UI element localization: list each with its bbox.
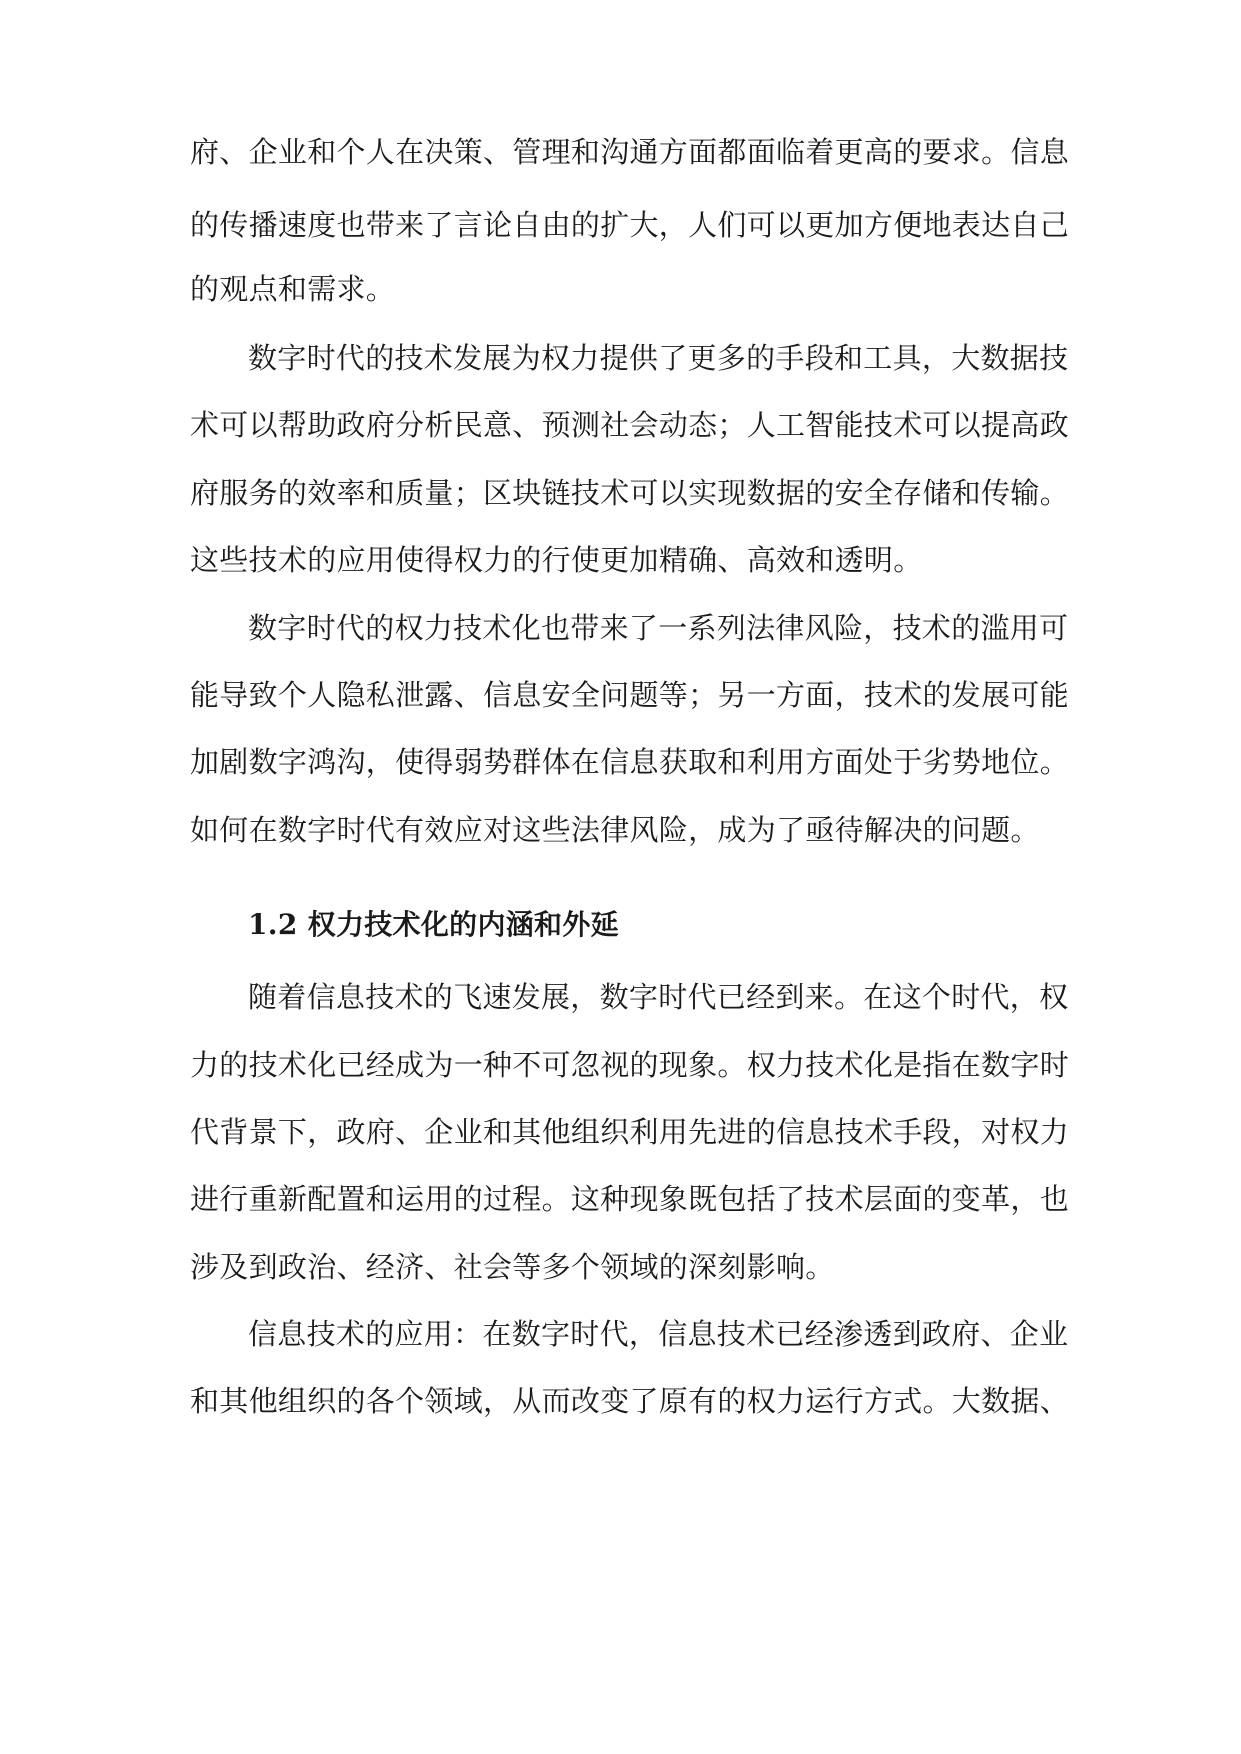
text-line: 能导致个人隐私泄露、信息安全问题等；另一方面，技术的发展可能 [190,678,1070,712]
text-line: 这些技术的应用使得权力的行使更加精确、高效和透明。 [190,543,923,577]
text-line: 府、企业和个人在决策、管理和沟通方面都面临着更高的要求。信息 [190,135,1070,169]
text-line: 的传播速度也带来了言论自由的扩大，人们可以更加方便地表达自己 [190,208,1070,242]
paragraph-first-line: 随着信息技术的飞速发展，数字时代已经到来。在这个时代，权 [248,980,1069,1014]
text-line: 代背景下，政府、企业和其他组织利用先进的信息技术手段，对权力 [190,1115,1070,1149]
text-line: 力的技术化已经成为一种不可忽视的现象。权力技术化是指在数字时 [190,1048,1070,1082]
text-line: 涉及到政治、经济、社会等多个领域的深刻影响。 [190,1250,835,1284]
paragraph-first-line: 信息技术的应用：在数字时代，信息技术已经渗透到政府、企业 [248,1317,1069,1351]
text-line: 的观点和需求。 [190,272,396,306]
paragraph-first-line: 数字时代的技术发展为权力提供了更多的手段和工具，大数据技 [248,341,1069,375]
text-line: 加剧数字鸿沟，使得弱势群体在信息获取和利用方面处于劣势地位。 [190,745,1070,779]
text-line: 如何在数字时代有效应对这些法律风险，成为了亟待解决的问题。 [190,813,1040,847]
text-line: 术可以帮助政府分析民意、预测社会动态；人工智能技术可以提高政 [190,408,1070,442]
paragraph-first-line: 数字时代的权力技术化也带来了一系列法律风险，技术的滥用可 [248,611,1069,645]
text-line: 和其他组织的各个领域，从而改变了原有的权力运行方式。大数据、 [190,1384,1070,1418]
text-line: 府服务的效率和质量；区块链技术可以实现数据的安全存储和传输。 [190,476,1070,510]
section-heading: 1.2 权力技术化的内涵和外延 [248,908,619,941]
text-line: 进行重新配置和运用的过程。这种现象既包括了技术层面的变革，也 [190,1182,1070,1216]
